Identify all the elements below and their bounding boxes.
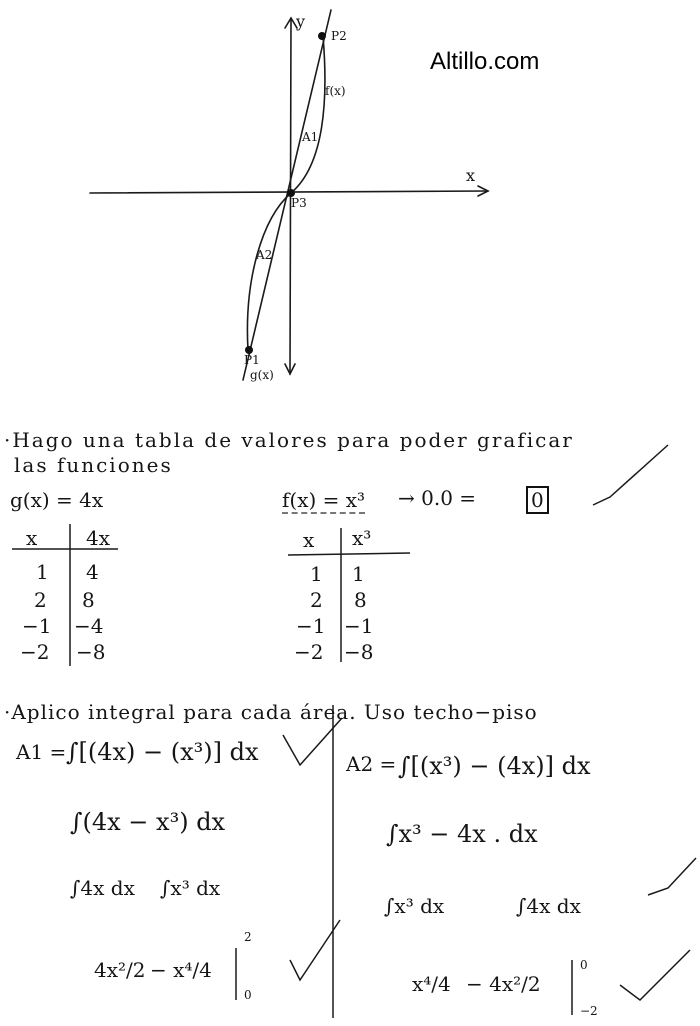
y-axis-label: y — [296, 12, 306, 31]
a2-label: A2 = — [346, 752, 397, 776]
intro-line-2: las funciones — [14, 453, 173, 477]
a1-line-4a: 4x²/2 — [94, 958, 146, 982]
x-axis-label: x — [466, 166, 476, 185]
f-table-cell: −8 — [344, 640, 374, 664]
point-p3-label: P3 — [291, 196, 307, 210]
f-table-header-x: x — [303, 528, 315, 552]
g-table-cell: 8 — [82, 588, 95, 612]
f-table-title: f(x) = x³ — [282, 488, 366, 512]
integral-intro: ·Aplico integral para cada área. Uso techo−piso — [4, 700, 538, 724]
area-a1-label: A1 — [302, 130, 319, 144]
f-table-cell: −1 — [296, 614, 326, 638]
a1-label: A1 = — [16, 740, 67, 764]
a1-line-2: ∫(4x − x³) dx — [70, 808, 226, 836]
area-a2-label: A2 — [256, 248, 273, 262]
check-1 — [593, 445, 668, 505]
f-table-arrow: → 0.0 = — [398, 486, 477, 510]
a1-line-3b: ∫x³ dx — [160, 876, 221, 900]
f-table-cell: 1 — [352, 562, 365, 586]
a2-line-1: ∫[(x³) − (4x)] dx — [398, 752, 591, 780]
point-p2-label: P2 — [331, 29, 347, 43]
intro-line-1: ·Hago una tabla de valores para poder graficar — [4, 428, 574, 452]
g-table-cell: −4 — [74, 614, 104, 638]
a2-upper-limit: 0 — [580, 958, 588, 972]
g-table-cell: −1 — [22, 614, 52, 638]
point-p1-label: P1 — [244, 353, 260, 367]
a2-line-4b: − 4x²/2 — [466, 972, 541, 996]
a2-line-3b: ∫4x dx — [516, 894, 581, 918]
point-p2-dot — [318, 32, 326, 40]
f-table-cell: 8 — [354, 588, 367, 612]
a1-upper-limit: 2 — [244, 930, 252, 944]
check-5 — [620, 950, 690, 1000]
a2-lower-limit: −2 — [580, 1004, 598, 1018]
f-table-boxed-result: 0 — [526, 486, 549, 514]
curve-g-label: g(x) — [250, 368, 274, 382]
f-table-cell: 1 — [310, 562, 323, 586]
f-table-cell: −1 — [344, 614, 374, 638]
a1-line-3a: ∫4x dx — [70, 876, 135, 900]
f-table-cell: −2 — [294, 640, 324, 664]
a2-line-4a: x⁴/4 — [412, 972, 451, 996]
a1-line-4b: − x⁴/4 — [150, 958, 212, 982]
g-table-cell: 4 — [86, 560, 99, 584]
a2-line-2: ∫x³ − 4x . dx — [386, 820, 538, 848]
a1-lower-limit: 0 — [244, 988, 252, 1002]
f-table-cell: 2 — [310, 588, 323, 612]
a1-line-1: ∫[(4x) − (x³)] dx — [66, 738, 259, 766]
a2-line-3a: ∫x³ dx — [384, 894, 445, 918]
f-table-header-x3: x³ — [352, 526, 372, 550]
curve-f-label: f(x) — [325, 84, 346, 98]
watermark: Altillo.com — [430, 48, 540, 75]
g-table-title: g(x) = 4x — [10, 488, 104, 512]
f-table-hline — [288, 553, 410, 555]
g-table-cell: 1 — [36, 560, 49, 584]
line-g — [243, 10, 331, 380]
check-3 — [648, 858, 696, 895]
g-table-header-x: x — [26, 526, 38, 550]
g-table-cell: −2 — [20, 640, 50, 664]
g-table-cell: −8 — [76, 640, 106, 664]
g-table-header-4x: 4x — [86, 526, 111, 550]
g-table-cell: 2 — [34, 588, 47, 612]
